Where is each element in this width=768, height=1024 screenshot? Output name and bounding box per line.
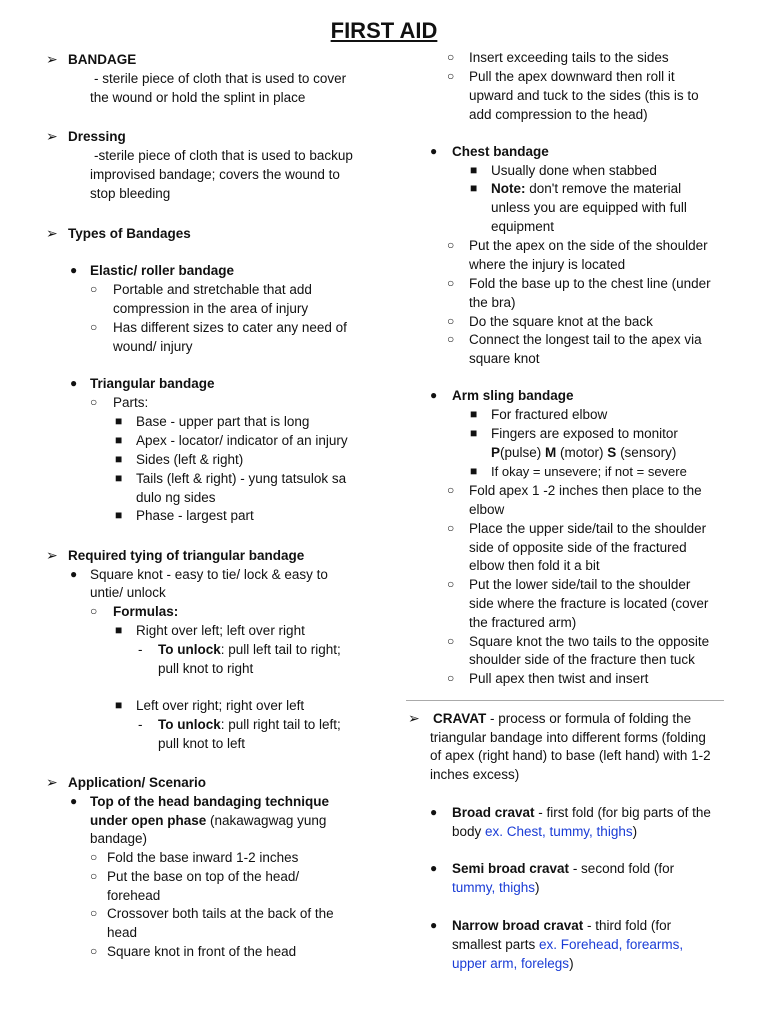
bullet-icon: ● bbox=[430, 918, 438, 932]
list-item: Pull apex then twist and insert bbox=[469, 671, 649, 686]
technique-note: (nakawagwag yung bbox=[206, 813, 327, 828]
list-item: dulo ng sides bbox=[136, 490, 216, 505]
list-item: forehead bbox=[107, 888, 161, 903]
list-item: Square knot in front of the head bbox=[107, 944, 297, 959]
list-item: untie/ unlock bbox=[90, 585, 166, 600]
semi-cravat-desc: - second fold (for bbox=[569, 861, 675, 876]
note-label: Note: bbox=[491, 181, 526, 196]
elastic-heading: Elastic/ roller bandage bbox=[90, 263, 235, 278]
circle-bullet-icon: ○ bbox=[447, 50, 455, 64]
list-item: Right over left; left over right bbox=[136, 623, 305, 638]
list-item: Left over right; right over left bbox=[136, 698, 305, 713]
semi-cravat-example: tummy, thighs bbox=[452, 880, 536, 895]
dressing-heading: Dressing bbox=[68, 129, 126, 144]
technique-note: bandage) bbox=[90, 831, 148, 846]
narrow-cravat-desc: - third fold (for bbox=[583, 918, 672, 933]
circle-bullet-icon: ○ bbox=[447, 276, 455, 290]
list-item bbox=[158, 640, 341, 659]
list-item: where the injury is located bbox=[469, 257, 626, 272]
list-item: compression in the area of injury bbox=[113, 301, 309, 316]
list-item: Crossover both tails at the back of the bbox=[107, 906, 334, 921]
circle-bullet-icon: ○ bbox=[90, 869, 98, 883]
arrow-bullet-icon: ➢ bbox=[46, 225, 58, 241]
unlock-desc: : pull left tail to right; bbox=[220, 642, 341, 657]
cravat-desc: inches excess) bbox=[430, 767, 520, 782]
list-item: side where the fracture is located (cover bbox=[469, 596, 709, 611]
circle-bullet-icon: ○ bbox=[447, 634, 455, 648]
list-item: Tails (left & right) - yung tatsulok sa bbox=[136, 471, 347, 486]
list-item: Base - upper part that is long bbox=[136, 414, 310, 429]
circle-bullet-icon: ○ bbox=[90, 906, 98, 920]
list-item: Put the apex on the side of the shoulder bbox=[469, 238, 708, 253]
dressing-desc: improvised bandage; covers the wound to bbox=[90, 167, 340, 182]
list-item bbox=[452, 935, 683, 954]
bullet-icon: ● bbox=[430, 144, 438, 158]
list-item bbox=[491, 443, 676, 462]
list-item: Put the base on top of the head/ bbox=[107, 869, 300, 884]
narrow-cravat-desc: smallest parts bbox=[452, 937, 540, 952]
circle-bullet-icon: ○ bbox=[447, 238, 455, 252]
page-title: FIRST AID bbox=[330, 18, 438, 43]
bandage-desc: - sterile piece of cloth that is used to cover bbox=[94, 71, 347, 86]
arrow-bullet-icon: ➢ bbox=[408, 710, 420, 726]
square-bullet-icon: ■ bbox=[115, 471, 123, 485]
list-item: Fingers are exposed to monitor bbox=[491, 426, 678, 441]
technique-heading bbox=[90, 811, 326, 830]
list-item: Square knot - easy to tie/ lock & easy to bbox=[90, 567, 328, 582]
cravat-desc bbox=[433, 709, 691, 728]
list-item: elbow then fold it a bit bbox=[469, 558, 600, 573]
list-item: For fractured elbow bbox=[491, 407, 608, 422]
chest-heading: Chest bandage bbox=[452, 144, 549, 159]
technique-phase: under open phase bbox=[90, 813, 207, 828]
circle-bullet-icon: ○ bbox=[447, 332, 455, 346]
bandage-desc: the wound or hold the splint in place bbox=[90, 90, 306, 105]
dash-bullet-icon: - bbox=[138, 642, 143, 657]
list-item: wound/ injury bbox=[113, 339, 193, 354]
list-item: Do the square knot at the back bbox=[469, 314, 653, 329]
list-item: Fold the base up to the chest line (under bbox=[469, 276, 711, 291]
pms-m: M bbox=[545, 445, 557, 460]
formulas-heading: Formulas: bbox=[113, 604, 179, 619]
cravat-desc-text: - process or formula of folding the bbox=[486, 711, 692, 726]
square-bullet-icon: ■ bbox=[115, 452, 123, 466]
list-item: Square knot the two tails to the opposite bbox=[469, 634, 710, 649]
square-bullet-icon: ■ bbox=[115, 698, 123, 712]
list-item: Fold the base inward 1-2 inches bbox=[107, 850, 299, 865]
technique-heading: Top of the head bandaging technique bbox=[90, 794, 329, 809]
square-bullet-icon: ■ bbox=[470, 163, 478, 177]
list-item: elbow bbox=[469, 502, 505, 517]
square-bullet-icon: ■ bbox=[470, 464, 478, 478]
cravat-desc: of apex (right hand) to base (left hand) with 1-2 bbox=[430, 748, 711, 763]
narrow-cravat-example: ex. Forehead, forearms, bbox=[539, 937, 684, 952]
list-item: equipment bbox=[491, 219, 555, 234]
list-item: Connect the longest tail to the apex via bbox=[469, 332, 702, 347]
list-item bbox=[452, 859, 674, 878]
list-item: Phase - largest part bbox=[136, 508, 254, 523]
narrow-cravat-label: Narrow broad cravat bbox=[452, 918, 584, 933]
narrow-cravat-example: upper arm, forelegs bbox=[452, 956, 570, 971]
cravat-heading: CRAVAT bbox=[433, 711, 487, 726]
closing-paren: ) bbox=[632, 824, 638, 839]
arrow-bullet-icon: ➢ bbox=[46, 128, 58, 144]
broad-cravat-desc: - first fold (for big parts of the bbox=[534, 805, 711, 820]
list-item: side of opposite side of the fractured bbox=[469, 540, 687, 555]
arrow-bullet-icon: ➢ bbox=[46, 774, 58, 790]
circle-bullet-icon: ○ bbox=[447, 521, 455, 535]
list-item: Sides (left & right) bbox=[136, 452, 244, 467]
pms-motor: (motor) bbox=[556, 445, 608, 460]
note-text: don't remove the material bbox=[525, 181, 682, 196]
list-item bbox=[452, 954, 574, 973]
circle-bullet-icon: ○ bbox=[447, 671, 455, 685]
square-bullet-icon: ■ bbox=[115, 508, 123, 522]
section-divider bbox=[406, 700, 724, 701]
pms-s: S bbox=[607, 445, 617, 460]
bullet-icon: ● bbox=[430, 805, 438, 819]
application-heading: Application/ Scenario bbox=[68, 775, 207, 790]
list-item: head bbox=[107, 925, 138, 940]
circle-bullet-icon: ○ bbox=[447, 69, 455, 83]
pms-pulse: (pulse) bbox=[500, 445, 546, 460]
closing-paren: ) bbox=[569, 956, 574, 971]
list-item bbox=[158, 715, 341, 734]
list-item: Put the lower side/tail to the shoulder bbox=[469, 577, 691, 592]
bullet-icon: ● bbox=[430, 861, 438, 875]
list-item: Apex - locator/ indicator of an injury bbox=[136, 433, 348, 448]
list-item: Insert exceeding tails to the sides bbox=[469, 50, 669, 65]
circle-bullet-icon: ○ bbox=[90, 604, 98, 618]
circle-bullet-icon: ○ bbox=[447, 314, 455, 328]
list-item: add compression to the head) bbox=[469, 107, 648, 122]
square-bullet-icon: ■ bbox=[470, 181, 478, 195]
square-bullet-icon: ■ bbox=[115, 433, 123, 447]
unlock-label: To unlock bbox=[158, 717, 221, 732]
square-bullet-icon: ■ bbox=[470, 426, 478, 440]
list-item: unless you are equipped with full bbox=[491, 200, 687, 215]
list-item: Pull the apex downward then roll it bbox=[469, 69, 675, 84]
circle-bullet-icon: ○ bbox=[90, 944, 98, 958]
cravat-desc: triangular bandage into different forms (folding bbox=[430, 730, 706, 745]
bullet-icon: ● bbox=[70, 263, 78, 277]
list-item: Place the upper side/tail to the shoulder bbox=[469, 521, 707, 536]
list-item bbox=[452, 878, 540, 897]
bullet-icon: ● bbox=[430, 388, 438, 402]
unlock-desc: : pull right tail to left; bbox=[220, 717, 341, 732]
list-item bbox=[452, 822, 637, 841]
circle-bullet-icon: ○ bbox=[447, 483, 455, 497]
list-item: Parts: bbox=[113, 395, 149, 410]
list-item: Has different sizes to cater any need of bbox=[113, 320, 347, 335]
list-item: the bra) bbox=[469, 295, 516, 310]
broad-cravat-example: ex. Chest, tummy, thighs bbox=[485, 824, 633, 839]
dash-bullet-icon: - bbox=[138, 717, 143, 732]
unlock-label: To unlock bbox=[158, 642, 221, 657]
list-item bbox=[452, 803, 711, 822]
list-item: If okay = unsevere; if not = severe bbox=[491, 464, 687, 479]
tying-heading: Required tying of triangular bandage bbox=[68, 548, 305, 563]
bullet-icon: ● bbox=[70, 794, 78, 808]
list-item: upward and tuck to the sides (this is to bbox=[469, 88, 699, 103]
bullet-icon: ● bbox=[70, 567, 78, 581]
list-item: Fold apex 1 -2 inches then place to the bbox=[469, 483, 702, 498]
list-item: pull knot to left bbox=[158, 736, 246, 751]
square-bullet-icon: ■ bbox=[470, 407, 478, 421]
semi-cravat-label: Semi broad cravat bbox=[452, 861, 570, 876]
circle-bullet-icon: ○ bbox=[90, 320, 98, 334]
bandage-heading: BANDAGE bbox=[68, 52, 137, 67]
broad-cravat-desc: body bbox=[452, 824, 486, 839]
arrow-bullet-icon: ➢ bbox=[46, 547, 58, 563]
triangular-heading: Triangular bandage bbox=[90, 376, 215, 391]
list-item: square knot bbox=[469, 351, 540, 366]
list-item: pull knot to right bbox=[158, 661, 254, 676]
circle-bullet-icon: ○ bbox=[90, 850, 98, 864]
circle-bullet-icon: ○ bbox=[90, 282, 98, 296]
bullet-icon: ● bbox=[70, 376, 78, 390]
arrow-bullet-icon: ➢ bbox=[46, 51, 58, 67]
list-item: Usually done when stabbed bbox=[491, 163, 657, 178]
list-item bbox=[452, 916, 671, 935]
square-bullet-icon: ■ bbox=[115, 623, 123, 637]
dressing-desc: stop bleeding bbox=[90, 186, 171, 201]
list-item: Portable and stretchable that add bbox=[113, 282, 312, 297]
closing-paren: ) bbox=[535, 880, 540, 895]
list-item: shoulder side of the fracture then tuck bbox=[469, 652, 695, 667]
list-item bbox=[491, 179, 681, 198]
circle-bullet-icon: ○ bbox=[447, 577, 455, 591]
list-item: the fractured arm) bbox=[469, 615, 577, 630]
dressing-desc: -sterile piece of cloth that is used to backup bbox=[94, 148, 353, 163]
arm-sling-heading: Arm sling bandage bbox=[452, 388, 574, 403]
circle-bullet-icon: ○ bbox=[90, 395, 98, 409]
types-heading: Types of Bandages bbox=[68, 226, 191, 241]
broad-cravat-label: Broad cravat bbox=[452, 805, 535, 820]
square-bullet-icon: ■ bbox=[115, 414, 123, 428]
pms-p: P bbox=[491, 445, 501, 460]
pms-sensory: (sensory) bbox=[616, 445, 677, 460]
